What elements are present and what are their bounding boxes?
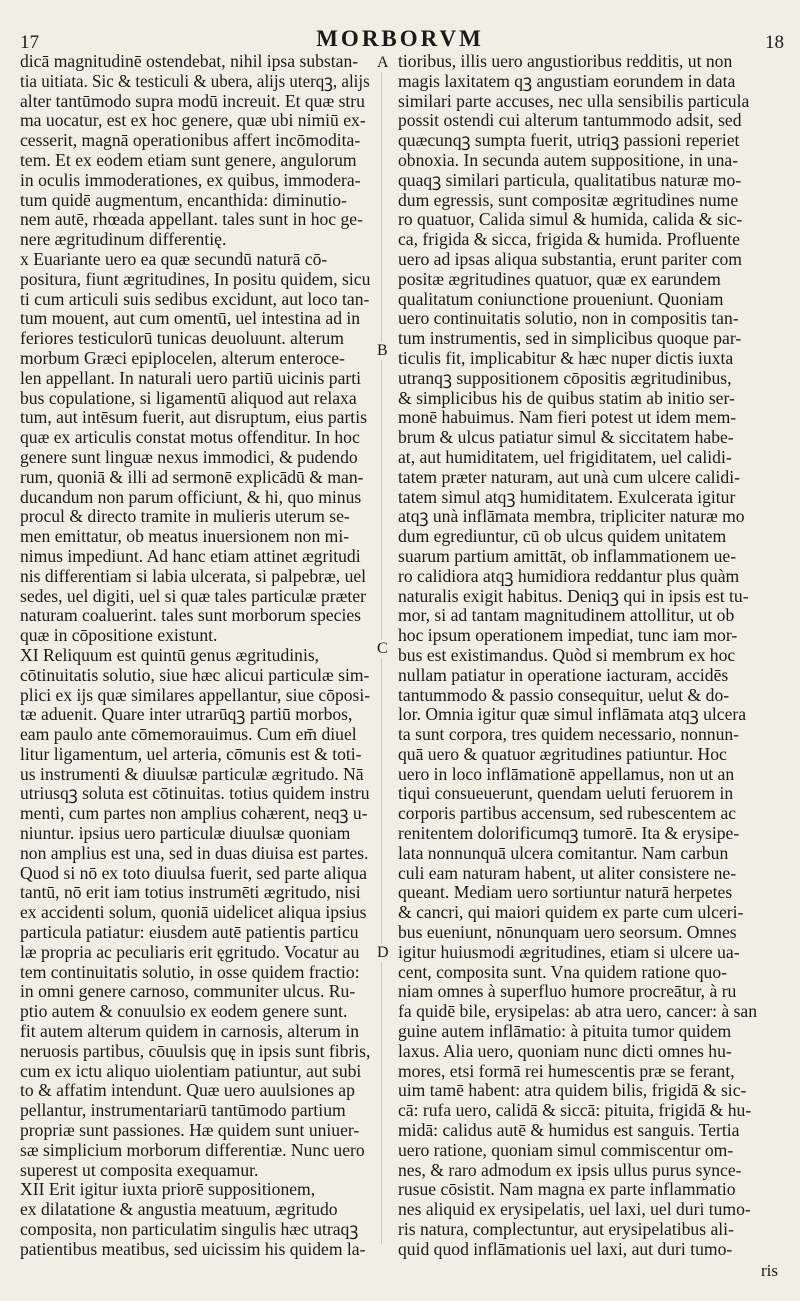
text-line: tioribus, illis uero angustioribus redditis, ut non (398, 52, 733, 71)
text-line: & simplicibus his de quibus statim ab initio ser- (398, 388, 735, 408)
text-line: tum quidē augmentum, encanthida: diminutio- (20, 190, 347, 210)
text-line: midā: calidus autē & humidus est sanguis. Tertia (398, 1121, 740, 1141)
running-header (0, 4, 800, 53)
text-line: quæcunqꝫ sumpta fuerit, utriqꝫ passioni reperiet (398, 131, 740, 151)
text-line: uero ad ipsas aliqua substantia, erunt pariter com (398, 249, 742, 269)
text-line: bus est existimandus. Quòd si membrum ex hoc (398, 645, 736, 665)
catchword: ris (761, 1261, 778, 1280)
text-line: bus eueniunt, nōnunquam uero seorsum. Omnes (398, 923, 737, 943)
text-line: eam paulo ante cōmemorauimus. Cum em̄ diuel (20, 725, 357, 745)
text-line: nere ægritudinum differentię. (20, 230, 227, 250)
text-line: ex accidenti solum, quoniā uidelicet aliqua ipsius (20, 903, 367, 923)
text-line: similari parte accuses, nec ulla sensibilis particula (398, 91, 750, 111)
text-line: fa quidē bile, erysipelas: ab atra uero, cancer: à san (398, 1002, 758, 1022)
text-line: ex dilatatione & angustia meatuum, ægritudo (20, 1200, 338, 1220)
text-line: dicā magnitudinē ostendebat, nihil ipsa substan- (20, 52, 359, 71)
text-line: ma uocatur, est ex hoc genere, quæ ubi nimiū ex- (20, 111, 366, 131)
text-line: ticulis fit, implicabitur & hæc nuper dictis iuxta (398, 348, 734, 368)
text-line: x Euariante uero ea quæ secundū naturā cō- (20, 249, 328, 269)
section-marker-c: C (377, 640, 388, 657)
text-line: tum mouent, aut cum omentū, uel intestina ad in (20, 309, 361, 329)
text-line: cent, composita sunt. Vna quidem ratione quo- (398, 962, 727, 982)
text-line: magis laxitatem qꝫ angustiam eorundem in data (398, 71, 736, 91)
text-line: feriores testiculorū tunicas deuoluunt. alterum (20, 329, 344, 349)
text-line: XI Reliquum est quintū genus ægritudinis, (20, 645, 320, 665)
text-line: hoc ipsum operationem impediat, tunc iam mor- (398, 626, 738, 646)
running-title: MORBORVM (316, 26, 484, 51)
text-line: tantū, nō erit iam totius instrumēti ægritudo, nisi (20, 883, 361, 903)
text-line: in oculis immoderationes, ex quibus, immodera- (20, 170, 361, 190)
text-line: obnoxia. In secunda autem suppositione, in una- (398, 150, 739, 170)
text-line: dum egrediuntur, cū ob ulcus quidem unitatem (398, 527, 727, 547)
text-line: uero continuitatis solutio, non in compositis tan- (398, 309, 739, 329)
text-line: lor. Omnia igitur quæ simul inflāmata atqꝫ ulcera (398, 705, 747, 725)
text-line: naturalis exigit habitus. Deniqꝫ qui in ipsis est tu- (398, 586, 749, 606)
text-line: Quod si nō ex toto diuulsa fuerit, sed parte aliqua (20, 863, 367, 883)
text-line: propriæ sunt passiones. Hæ quidem sunt uniuer- (20, 1121, 360, 1141)
text-line: tum instrumentis, sed in simplicibus quoque par- (398, 329, 742, 349)
text-line: particula patiatur: eiusdem autē patientis particu (20, 923, 359, 943)
text-line: mor, si ad tantam magnitudinem attollitur, ut ob (398, 606, 735, 626)
text-line: possit ostendi cui alterum tantummodo adsit, sed (398, 111, 742, 131)
text-line: nes aliquid ex erysipelatis, uel laxi, uel duri tumo- (398, 1200, 751, 1220)
text-line: menti, cum partes non amplius cohærent, neqꝫ u- (20, 804, 368, 824)
text-line: tum, aut intēsum fuerit, aut disruptum, eius partis (20, 408, 367, 428)
text-line: plici ex ijs quæ similares appellantur, siue cōposi- (20, 685, 370, 705)
text-line: sæ simplicium morborum differentiæ. Nunc uero (20, 1140, 365, 1160)
text-line: superest ut composita exequamur. (20, 1160, 259, 1180)
text-line: suarum partium amittāt, ob inflammationem ue- (398, 546, 737, 566)
text-line: in omni genere carnoso, communiter ulcus. Ru- (20, 982, 356, 1002)
text-line: fit autem alterum quidem in carnosis, alterum in (20, 1022, 360, 1042)
text-line: tatem simul atqꝫ humiditatem. Exulcerata igitur (398, 487, 736, 507)
text-line: uim tamē habent: atra quidem bilis, frigidā & sic- (398, 1081, 747, 1101)
text-line: ducandum non parum officiunt, & hi, quo minus (20, 487, 362, 507)
text-line: tem. Et ex eodem etiam sunt genere, angulorum (20, 150, 357, 170)
text-line: quā uero & quatuor ægritudines patiuntur. Hoc (398, 744, 727, 764)
text-line: niuntur. ipsius uero particulæ diuulsæ quoniam (20, 824, 351, 844)
text-line: quaqꝫ similari particula, qualitatibus naturæ mo- (398, 170, 742, 190)
text-line: naturam coaluerint. tales sunt morborum species (20, 606, 362, 626)
text-line: atqꝫ unà inflāmata membra, tripliciter naturæ mo (398, 507, 745, 527)
text-line: tem continuitatis solutio, in osse quidem fractio: (20, 962, 360, 982)
text-line: cōtinuitatis solutio, siue hæc alicui particulæ sim- (20, 665, 370, 685)
text-line: igitur huiusmodi ægritudines, etiam si ulcere ua- (398, 942, 740, 962)
text-line: mores, etsi formā rei humescentis præ se ferant, (398, 1061, 735, 1081)
text-line: nes, & raro admodum ex ipsis ullus purus synce- (398, 1160, 742, 1180)
text-line: utriusqꝫ soluta est cōtinuitas. totius quidem instru (20, 784, 370, 804)
text-line: ro quatuor, Calida simul & humida, calida & sic- (398, 210, 743, 230)
text-line: ti cum articuli suis sedibus excidunt, aut loco tan- (20, 289, 370, 309)
text-line: nem autē, rhœada appellant. tales sunt in hoc ge- (20, 210, 363, 230)
text-line: men emittatur, ob meatus inuersionem non mi- (20, 527, 350, 547)
text-line: corporis partibus accensum, sed rubescentem ac (398, 804, 737, 824)
text-line: non amplius est una, sed in duas diuisa est partes. (20, 843, 369, 863)
text-line: positæ ægritudines quatuor, quæ ex earundem (398, 269, 721, 289)
section-marker-b: B (377, 342, 388, 359)
right-page-number: 18 (765, 32, 784, 53)
text-line: rusue cōsistit. Nam magna ex parte inflammatio (398, 1180, 736, 1200)
text-line: lata nonnunquā ulcera comitantur. Nam carbun (398, 843, 729, 863)
text-line: at, aut humiditatem, uel frigiditatem, uel calidi- (398, 447, 732, 467)
text-line: ro calidiora atqꝫ humidiora reddantur plus quàm (398, 566, 740, 586)
text-line: brum & ulcus patiatur simul & siccitatem habe- (398, 428, 734, 448)
text-line: rum, quoniā & illi ad sermonē explicādū & man- (20, 467, 364, 487)
text-line: tatem præter naturam, aut unà cum ulcere calidi- (398, 467, 740, 487)
text-line: cā: rufa uero, calidā & siccā: pituita, frigidā & hu- (398, 1101, 752, 1121)
text-line: ca, frigida & sicca, frigida & humida. Profluente (398, 230, 740, 250)
text-line: sedes, uel digiti, uel si quæ tales particulæ præter (20, 586, 366, 606)
text-line: bus copulatione, si ligamentū aliquod aut relaxa (20, 388, 357, 408)
text-line: tia uitiata. Sic & testiculi & ubera, alijs uterqꝫ, alijs (20, 71, 370, 91)
text-line: dum egressis, sunt compositæ ægritudines nume (398, 190, 739, 210)
text-line: utranqꝫ suppositionem cōpositis ægritudinibus, (398, 368, 732, 388)
text-line: genere sunt linguæ nexus immodici, & pudendo (20, 447, 358, 467)
text-line: læ propria ac peculiaris erit ęgritudo. Vocatur au (20, 942, 360, 962)
text-line: niam omnes à superfluo humore procreātur, à ru (398, 982, 737, 1002)
left-text-column (20, 52, 370, 1260)
text-line: ptio autem & conuulsio ex eodem genere sunt. (20, 1002, 348, 1022)
text-line: culi eam naturam habent, ut aliter consistere ne- (398, 863, 737, 883)
text-line: composita, non particulatim singulis hæc utraqꝫ (20, 1220, 359, 1240)
text-line: us instrumenti & diuulsæ particulæ ægritudo. Nā (20, 764, 364, 784)
left-page-number: 17 (20, 32, 39, 53)
text-line: ta sunt corpora, tres quidem necessario, nonnun- (398, 725, 740, 745)
text-line: tæ aduenit. Quare inter utrarūqꝫ partiū morbos, (20, 705, 353, 725)
text-line: uero ratione, quoniam simul commiscentur om- (398, 1140, 734, 1160)
text-line: renitentem dolorificumqꝫ tumorē. Ita & erysipe- (398, 824, 740, 844)
text-line: guine autem inflāmatio: à pituita tumor quidem (398, 1022, 732, 1042)
text-line: positura, fiunt ægritudines, In positu quidem, sicu (20, 269, 370, 289)
section-marker-a: A (377, 54, 389, 71)
text-line: alter tantūmodo supra modū increuit. Et quæ stru (20, 91, 365, 111)
text-line: litur ligamentum, uel arteria, cōmunis est & toti- (20, 744, 362, 764)
text-line: uero in loco inflāmationē appellamus, non ut an (398, 764, 735, 784)
text-line: tiqui consueuerunt, quendam ueluti feruorem in (398, 784, 734, 804)
text-line: to & affatim intendunt. Quæ uero auulsiones ap (20, 1081, 355, 1101)
text-line: quid quod inflāmationis uel laxi, aut duri tumo- (398, 1239, 733, 1259)
text-line: patientibus meatibus, sed uicissim his quidem la- (20, 1239, 366, 1259)
text-line: len appellant. In naturali uero partiū uicinis parti (20, 368, 362, 388)
text-line: nimus impediunt. Ad hanc etiam attinet ægritudi (20, 546, 361, 566)
text-line: nis differentiam si labia ulcerata, si palpebræ, uel (20, 566, 367, 586)
text-line: monē habuimus. Nam fieri potest ut idem mem- (398, 408, 737, 428)
text-line: cum ex ictu aliquo uiolentiam patiuntur, aut subi (20, 1061, 362, 1081)
text-line: procul & directo tramite in mulieris uterum se- (20, 507, 350, 527)
text-line: quæ in cōpositione existunt. (20, 626, 218, 646)
text-line: tantummodo & passio consequitur, uelut & do- (398, 685, 730, 705)
text-line: nullam patiatur in operatione iacturam, accidēs (398, 665, 729, 685)
text-line: XII Erit igitur iuxta priorē suppositionem, (20, 1180, 316, 1200)
text-line: morbum Græci epiplocelen, alterum enteroce- (20, 348, 345, 368)
text-line: neruosis partibus, cōuulsis quę in ipsis sunt fibris, (20, 1041, 370, 1061)
text-line: cesserit, magnā operationibus affert incōmodita- (20, 131, 361, 151)
text-line: laxus. Alia uero, quoniam nunc dicti omnes hu- (398, 1041, 732, 1061)
text-line: quæ ex articulis constat motus offenditur. In hoc (20, 428, 360, 448)
section-marker-d: D (377, 944, 389, 961)
text-line: ris natura, complectuntur, aut erysipelatibus ali- (398, 1220, 734, 1240)
text-line: & cancri, qui maiori quidem ex parte cum ulceri- (398, 903, 744, 923)
text-line: qualitatum coniunctione proueniunt. Quoniam (398, 289, 724, 309)
text-line: queant. Mediam uero sortiuntur naturā herpetes (398, 883, 733, 903)
text-line: pellantur, instrumentariarū tantūmodo partium (20, 1101, 346, 1121)
right-text-column (398, 52, 780, 1260)
